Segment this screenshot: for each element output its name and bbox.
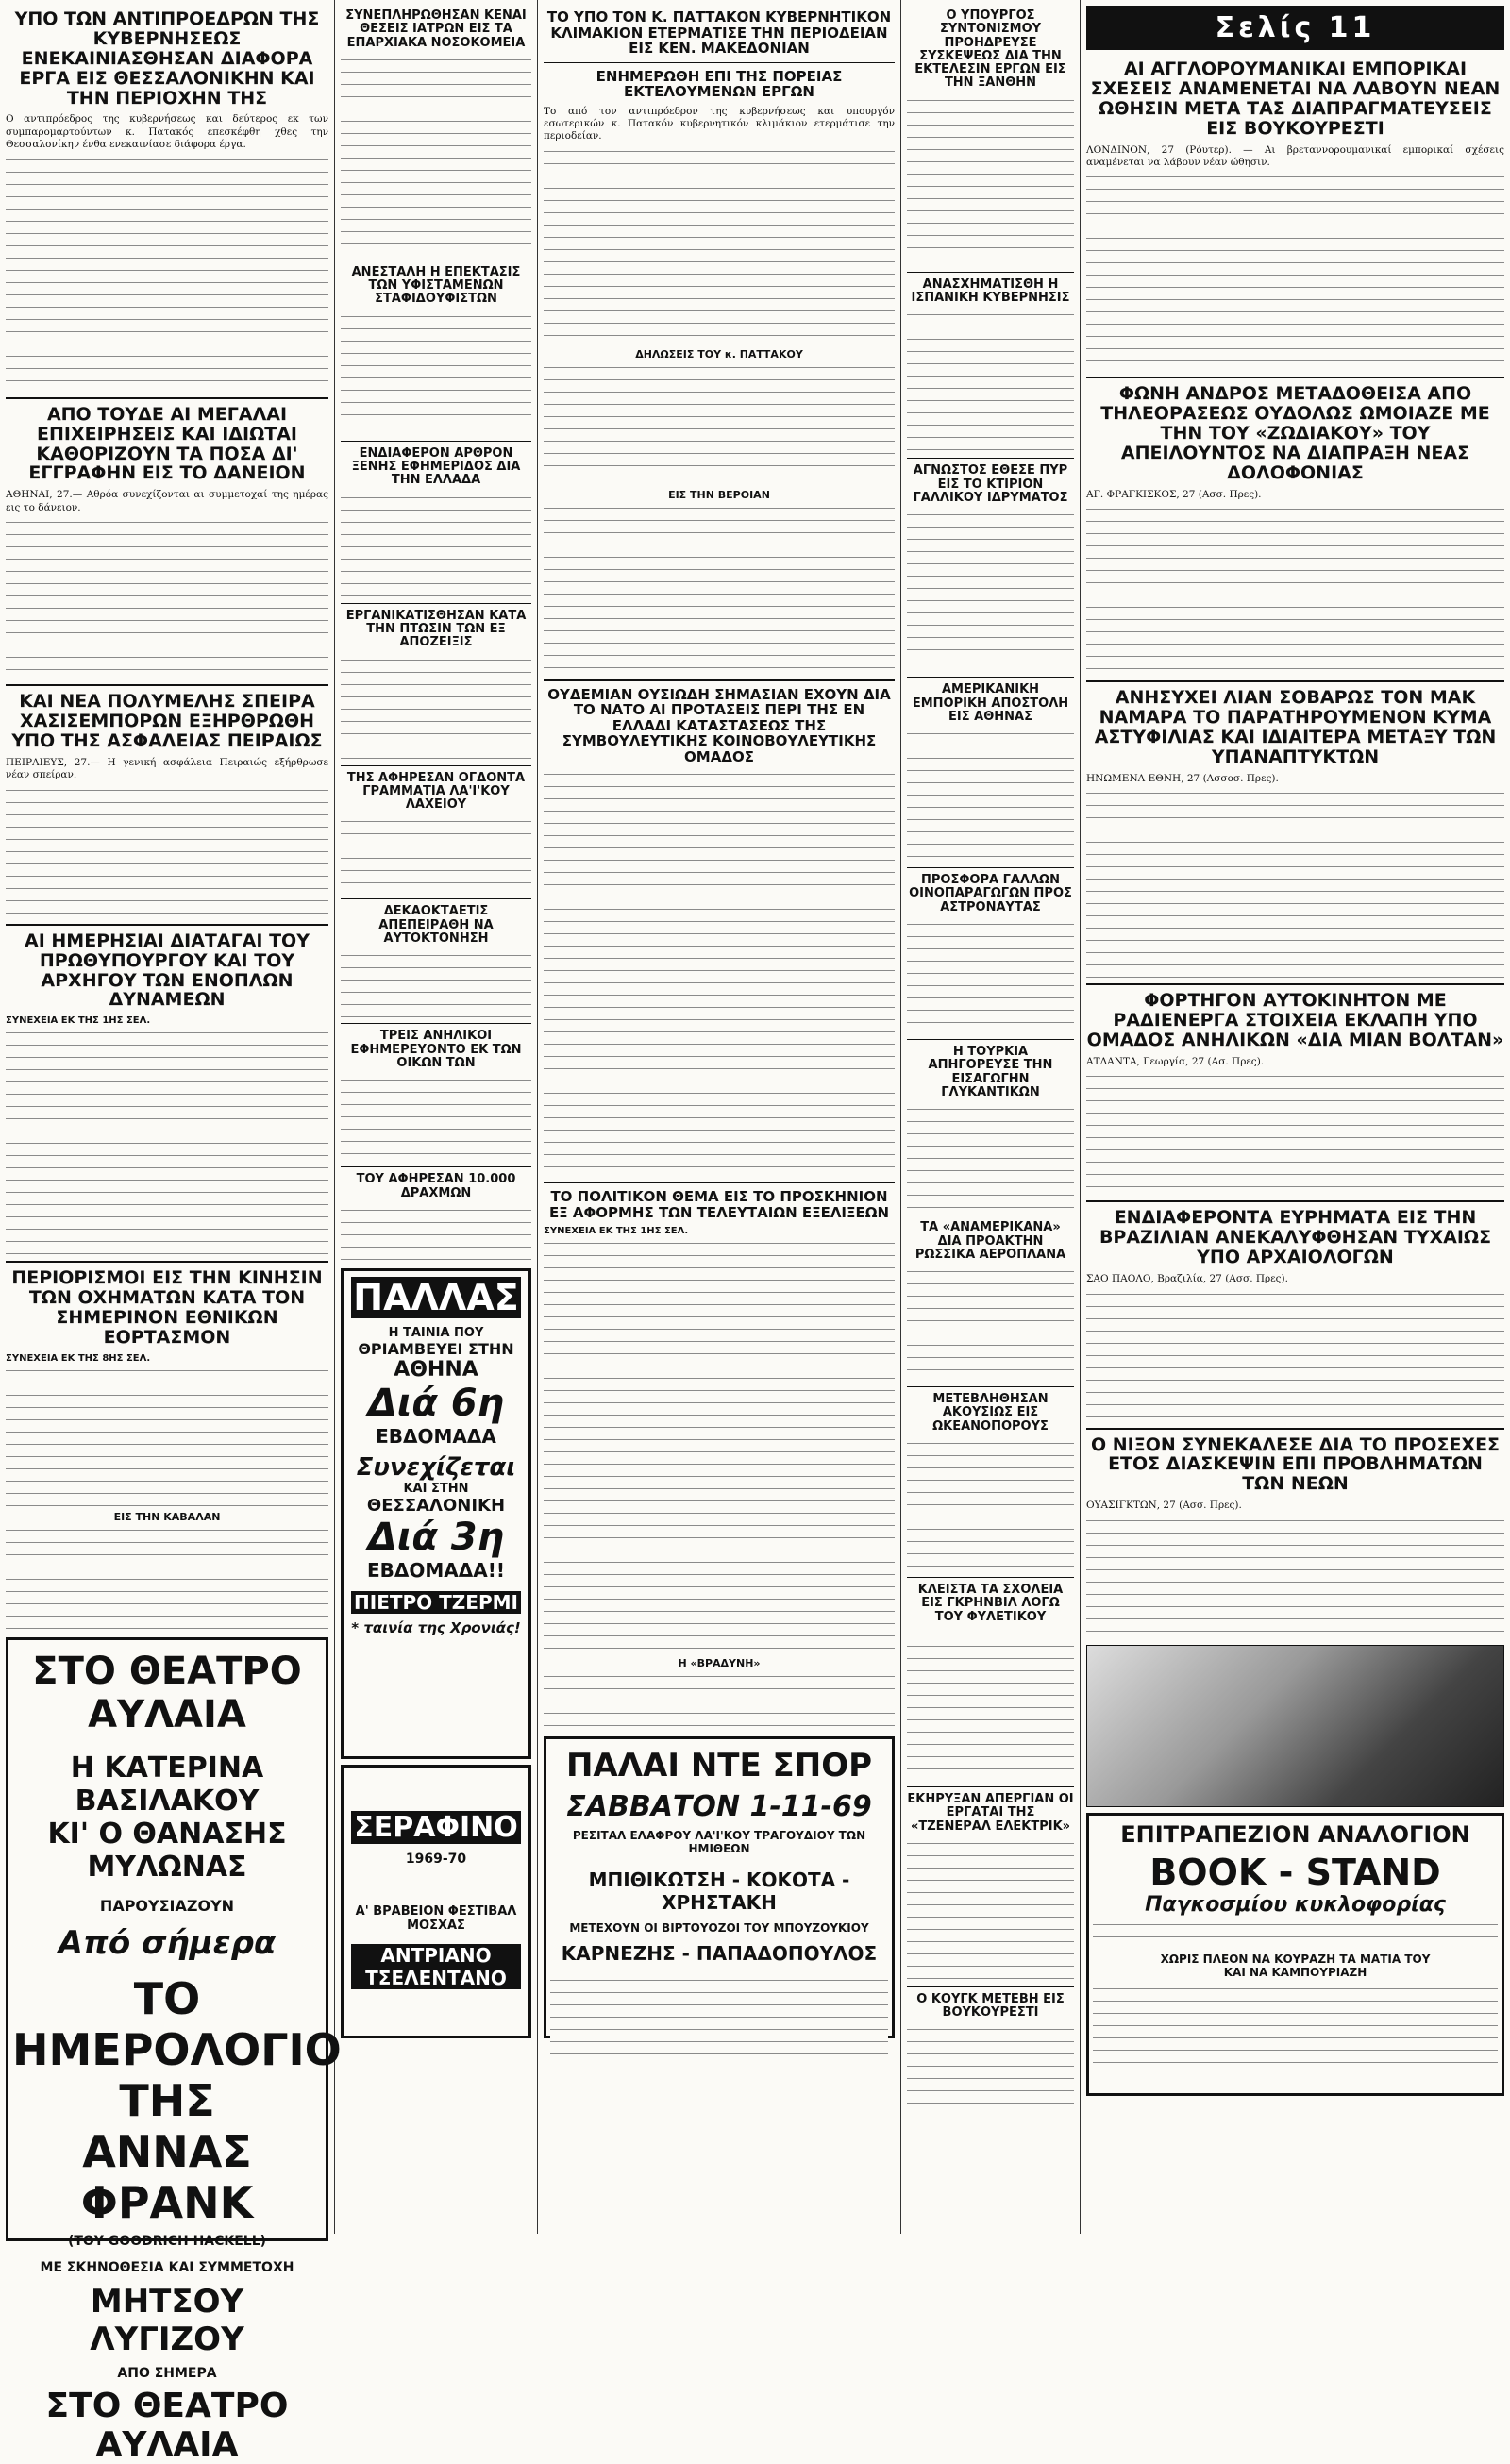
article-body-block <box>907 2025 1074 2110</box>
headline-inaugurations: ΥΠΟ ΤΩΝ ΑΝΤΙΠΡΟΕΔΡΩΝ ΤΗΣ ΚΥΒΕΡΝΗΣΕΩΣ ΕΝΕΚΑΙΝΙΑΣΘΗΣΑΝ ΔΙΑΦΟΡΑ ΕΡΓΑ ΕΙΣ ΘΕΣΣΑΛΟΝΙΚΗΝ ΚΑΙ ΤΗΝ ΠΕΡΙΟΧΗΝ ΤΗΣ <box>14 8 320 109</box>
page-number-masthead: Σελίς 11 <box>1086 6 1504 50</box>
advertisement-pallas: ΠΑΛΛΑΣ Η ΤΑΙΝΙΑ ΠΟΥ ΘΡΙΑΜΒΕΥΕΙ ΣΤΗΝ ΑΘΗΝΑ Διά 6η ΕΒΔΟΜΑΔΑ Συνεχίζεται ΚΑΙ ΣΤΗΝ ΘΕΣΣΑΛΟΝΙΚΗ Διά 3η ΕΒΔΟΜΑΔΑ!! ΠΙΕΤΡΟ ΤΖΕΡΜΙ * ταινία της Χρονιάς! <box>341 1268 531 1759</box>
article-body-block <box>341 494 531 597</box>
article-body-block <box>544 1672 895 1729</box>
article-body-block <box>341 656 531 760</box>
headline-doctors: ΣΥΝΕΠΛΗΡΩΘΗΣΑΝ ΚΕΝΑΙ ΘΕΣΕΙΣ ΙΑΤΡΩΝ ΕΙΣ ΤΑ ΕΠΑΡΧΙΑΚΑ ΝΟΣΟΚΟΜΕΙΑ <box>345 8 527 50</box>
article-body-block <box>1086 1072 1504 1195</box>
headline-trade-mission: ΑΜΕΡΙΚΑΝΙΚΗ ΕΜΠΟΡΙΚΗ ΑΠΟΣΤΟΛΗ ΕΙΣ ΑΘΗΝΑΣ <box>912 682 1069 724</box>
continuation-label: ΣΥΝΕΧΕΙΑ ΕΚ ΤΗΣ 8ΗΣ ΣΕΛ. <box>6 1352 151 1364</box>
article-body-block <box>544 1239 895 1654</box>
article-body-block <box>6 518 328 679</box>
article-body-block <box>1086 1290 1504 1422</box>
subhead-vradyni: Η «ΒΡΑΔΥΝΗ» <box>678 1657 761 1670</box>
article-text: ΑΓ. ΦΡΑΓΚΙΣΚΟΣ, 27 (Ασσ. Πρες). <box>1086 488 1262 500</box>
article-body-block <box>907 1839 1074 1981</box>
continuation-label: ΣΥΝΕΧΕΙΑ ΕΚ ΤΗΣ 1ΗΣ ΣΕΛ. <box>6 1015 151 1027</box>
article-body-block <box>6 1526 328 1630</box>
subhead-statements: ΔΗΛΩΣΕΙΣ ΤΟΥ κ. ΠΑΤΤΑΚΟΥ <box>635 347 803 360</box>
headline-turkey: Η ΤΟΥΡΚΙΑ ΑΠΗΓΟΡΕΥΣΕ ΤΗΝ ΕΙΣΑΓΩΓΗΝ ΓΛΥΚΑΝΤΙΚΩΝ <box>928 1045 1053 1099</box>
headline-koug: Ο ΚΟΥΓΚ ΜΕΤΕΒΗ ΕΙΣ ΒΟΥΚΟΥΡΕΣΤΙ <box>916 1991 1065 2020</box>
article-body-block <box>907 1439 1074 1571</box>
article-body-block <box>341 951 531 1017</box>
headline-spain: ΑΝΑΣΧΗΜΑΤΙΣΘΗ Η ΙΣΠΑΝΙΚΗ ΚΥΒΕΡΝΗΣΙΣ <box>911 277 1070 306</box>
column-5 <box>1081 0 1510 2234</box>
headline-fire: ΑΓΝΩΣΤΟΣ ΕΘΕΣΕ ΠΥΡ ΕΙΣ ΤΟ ΚΤΙΡΙΟΝ ΓΑΛΛΙΚΟΥ ΙΔΡΥΜΑΤΟΣ <box>913 463 1068 505</box>
headline-schools: ΚΛΕΙΣΤΑ ΤΑ ΣΧΟΛΕΙΑ ΕΙΣ ΓΚΡΗΝΒΙΛ ΛΟΓΩ ΤΟΥ ΦΥΛΕΤΙΚΟΥ <box>917 1583 1064 1624</box>
advertisement-book-stand: ΕΠΙΤΡΑΠΕΖΙΟΝ ΑΝΑΛΟΓΙΟΝ BOOK - STAND Παγκοσμίου κυκλοφορίας ΧΩΡΙΣ ΠΛΕΟΝ ΝΑ ΚΟΥΡΑΖΗ ΤΑ ΜΑΤΙΑ ΤΟΥ ΚΑΙ ΝΑ ΚΑΜΠΟΥΡΙΑΖΗ <box>1086 1813 1504 2096</box>
headline-suicide-attempt: ΔΕΚΑΟΚΤΑΕΤΙΣ ΑΠΕΠΕΙΡΑΘΗ ΝΑ ΑΥΤΟΚΤΟΝΗΣΗ <box>378 904 494 947</box>
headline-daily-orders: ΑΙ ΗΜΕΡΗΣΙΑΙ ΔΙΑΤΑΓΑΙ ΤΟΥ ΠΡΩΘΥΠΟΥΡΓΟΥ ΚΑΙ ΤΟΥ ΑΡΧΗΓΟΥ ΤΩΝ ΕΝΟΠΛΩΝ ΔΥΝΑΜΕΩΝ <box>25 930 310 1011</box>
headline-theft: ΤΟΥ ΑΦΗΡΕΣΑΝ 10.000 ΔΡΑΧΜΩΝ <box>356 1172 516 1200</box>
article-text: ΣΑΟ ΠΑΟΛΟ, Βραζιλία, 27 (Ασσ. Πρες). <box>1086 1273 1288 1285</box>
article-body-block <box>6 156 328 392</box>
headline-zodiac: ΦΩΝΗ ΑΝΔΡΟΣ ΜΕΤΑΔΟΘΕΙΣΑ ΑΠΟ ΤΗΛΕΟΡΑΣΕΩΣ ΟΥΔΟΛΩΣ ΩΜΟΙΑΖΕ ΜΕ ΤΗΝ ΤΟΥ «ΖΩΔΙΑΚΟΥ» ΤΟΥ ΑΠΕΙΛΟΥΝΤΟΣ ΝΑ ΔΙΑΠΡΑΞΗ ΝΕΑΣ ΔΟΛΟΦΟΝΙΑΣ <box>1100 383 1490 483</box>
article-body-block <box>6 1029 328 1255</box>
headline-wine-astronauts: ΠΡΟΣΦΟΡΑ ΓΑΛΛΩΝ ΟΙΝΟΠΑΡΑΓΩΓΩΝ ΠΡΟΣ ΑΣΤΡΟΝΑΥΤΑΣ <box>909 873 1072 914</box>
headline-brazil-findings: ΕΝΔΙΑΦΕΡΟΝΤΑ ΕΥΡΗΜΑΤΑ ΕΙΣ ΤΗΝ ΒΡΑΖΙΛΙΑΝ ΑΝΕΚΑΛΥΦΘΗΣΑΝ ΤΥΧΑΙΩΣ ΥΠΟ ΑΡΧΑΙΟΛΟΓΩΝ <box>1099 1207 1492 1268</box>
headline-hashish-ring: ΚΑΙ ΝΕΑ ΠΟΛΥΜΕΛΗΣ ΣΠΕΙΡΑ ΧΑΣΙΣΕΜΠΟΡΩΝ ΕΞΗΡΘΡΩΘΗ ΥΠΟ ΤΗΣ ΑΣΦΑΛΕΙΑΣ ΠΕΙΡΑΙΩΣ <box>11 691 323 751</box>
article-body-block <box>1086 173 1504 371</box>
headline-loan: ΑΠΟ ΤΟΥΔΕ ΑΙ ΜΕΓΑΛΑΙ ΕΠΙΧΕΙΡΗΣΕΙΣ ΚΑΙ ΙΔΙΩΤΑΙ ΚΑΘΟΡΙΖΟΥΝ ΤΑ ΠΟΣΑ ΔΙ' ΕΓΓΡΑΦΗΝ ΕΙΣ ΤΟ ΔΑΝΕΙΟΝ <box>28 403 306 484</box>
headline-russian-planes: ΤΑ «ΑΝΑΜΕΡΙΚΑΝΑ» ΔΙΑ ΠΡΟΑΚΤΗΝ ΡΩΣΣΙΚΑ ΑΕΡΟΠΛΑΝΑ <box>914 1220 1066 1262</box>
article-body-block <box>341 1206 531 1263</box>
headline-foreign-article: ΕΝΔΙΑΦΕΡΟΝ ΑΡΘΡΟΝ ΞΕΝΗΣ ΕΦΗΜΕΡΙΔΟΣ ΔΙΑ ΤΗΝ ΕΛΛΑΔΑ <box>351 445 521 488</box>
article-body-block <box>907 511 1074 671</box>
headline-strike: ΕΚΗΡΥΞΑΝ ΑΠΕΡΓΙΑΝ ΟΙ ΕΡΓΑΤΑΙ ΤΗΣ «ΤΖΕΝΕΡΑΛ ΕΛΕΚΤΡΙΚ» <box>907 1791 1074 1834</box>
advertisement-aulaia-theatre: ΣΤΟ ΘΕΑΤΡΟ ΑΥΛΑΙΑ Η ΚΑΤΕΡΙΝΑ ΒΑΣΙΛΑΚΟΥ ΚΙ' Ο ΘΑΝΑΣΗΣ ΜΥΛΩΝΑΣ ΠΑΡΟΥΣΙΑΖΟΥΝ Από σήμερα ΤΟ ΗΜΕΡΟΛΟΓΙΟ ΤΗΣ ΑΝΝΑΣ ΦΡΑΝΚ (ΤΟΥ GOODRICH HACKELL) ΜΕ ΣΚΗΝΟΘΕΣΙΑ ΚΑΙ ΣΥΜΜΕΤΟΧΗ ΜΗΤΣΟΥ ΛΥΓΙΖΟΥ ΑΠΟ ΣΗΜΕΡΑ ΣΤΟ ΘΕΑΤΡΟ ΑΥΛΑΙΑ <box>6 1637 328 2241</box>
subhead-veroia: ΕΙΣ ΤΗΝ ΒΕΡΟΙΑΝ <box>668 488 770 501</box>
article-text: ΑΘΗΝΑΙ, 27.— Αθρόα συνεχίζονται αι συμμετοχαί της ημέρας εις το δάνειον. <box>6 489 328 513</box>
column-1 <box>0 0 342 2464</box>
headline-mcnamara: ΑΝΗΣΥΧΕΙ ΛΙΑΝ ΣΟΒΑΡΩΣ ΤΟΝ ΜΑΚ ΝΑΜΑΡΑ ΤΟ ΠΑΡΑΤΗΡΟΥΜΕΝΟΝ ΚΥΜΑ ΑΣΤΥΦΙΛΙΑΣ ΚΑΙ ΙΔΙΑΙΤΕΡΑ ΜΕΤΑΞΥ ΤΩΝ ΥΠΑΝΑΠΤΥΚΤΩΝ <box>1094 687 1497 767</box>
article-body-block <box>907 96 1074 266</box>
headline-radioactive-truck: ΦΟΡΤΗΓΟΝ ΑΥΤΟΚΙΝΗΤΟΝ ΜΕ ΡΑΔΙΕΝΕΡΓΑ ΣΤΟΙΧΕΙΑ ΕΚΛΑΠΗ ΥΠΟ ΟΜΑΔΟΣ ΑΝΗΛΙΚΩΝ «ΔΙΑ ΜΙΑΝ ΒΟΛΤΑΝ» <box>1086 990 1504 1051</box>
headline-pattakos: ΤΟ ΥΠΟ ΤΟΝ Κ. ΠΑΤΤΑΚΟΝ ΚΥΒΕΡΝΗΤΙΚΟΝ ΚΛΙΜΑΚΙΟΝ ΕΤΕΡΜΑΤΙΣΕ ΤΗΝ ΠΕΡΙΟΔΕΙΑΝ ΕΙΣ ΚΕΝ. ΜΑΚΕΔΟΝΙΑΝ <box>546 8 892 57</box>
article-text: ΛΟΝΔΙΝΟΝ, 27 (Ρόυτερ). — Αι βρεταννορουμανικαί εμπορικαί σχέσεις αναμένεται να λάβουν νέαν ώθησιν. <box>1086 143 1504 168</box>
article-text: ΗΝΩΜΕΝΑ ΕΘΝΗ, 27 (Ασσοσ. Πρες). <box>1086 772 1279 784</box>
subheadline-works: ΕΝΗΜΕΡΩΘΗ ΕΠΙ ΤΗΣ ΠΟΡΕΙΑΣ ΕΚΤΕΛΟΥΜΕΝΩΝ ΕΡΓΩΝ <box>596 67 843 100</box>
headline-ocean-liners: ΜΕΤΕΒΛΗΘΗΣΑΝ ΑΚΟΥΣΙΩΣ ΕΙΣ ΩΚΕΑΝΟΠΟΡΟΥΣ <box>932 1392 1049 1433</box>
article-body-block <box>907 920 1074 1033</box>
headline-nato: ΟΥΔΕΜΙΑΝ ΟΥΣΙΩΔΗ ΣΗΜΑΣΙΑΝ ΕΧΟΥΝ ΔΙΑ ΤΟ ΝΑΤΟ ΑΙ ΠΡΟΤΑΣΕΙΣ ΠΕΡΙ ΤΗΣ ΕΝ ΕΛΛΑΔΙ ΚΑΤΑΣΤΑΣΕΩΣ ΤΗΣ ΣΥΜΒΟΥΛΕΥΤΙΚΗΣ ΚΟΙΝΟΒΟΥΛΕΥΤΙΚΗΣ ΟΜΑΔΟΣ <box>547 685 891 765</box>
article-body-block <box>1086 1517 1504 1639</box>
article-text: Το από τον αντιπρόεδρον της κυβερνήσεως και υπουργόν εσωτερικών κ. Πατακόν κυβερνητικόν κλιμάκιον ετερμάτισε την περιοδείαν. <box>544 105 895 142</box>
ad-fine-print <box>1093 1920 1498 1949</box>
column-2 <box>335 0 538 2234</box>
headline-raisins: ΑΝΕΣΤΑΛΗ Η ΕΠΕΚΤΑΣΙΣ ΤΩΝ ΥΦΙΣΤΑΜΕΝΩΝ ΣΤΑΦΙΔΟΥΦΙΣΤΩΝ <box>351 264 521 307</box>
article-text: Ο αντιπρόεδρος της κυβερνήσεως και δεύτερος εκ των συμπαρομαρτούντων κ. Πατακός επεσκέφθη χθες την Θεσσαλονίκην ένθα ενεκαινίασε διάφορα έργα. <box>6 113 328 151</box>
article-body-block <box>907 1105 1074 1209</box>
advertisement-palais-de-sport: ΠΑΛΑΙ ΝΤΕ ΣΠΟΡ ΣΑΒΒΑΤΟΝ 1-11-69 ΡΕΣΙΤΑΛ ΕΛΑΦΡΟΥ ΛΑ'Ι'ΚΟΥ ΤΡΑΓΟΥΔΙΟΥ ΤΩΝ ΗΜΙΘΕΩΝ ΜΠΙΘΙΚΩΤΣΗ - ΚΟΚΟΤΑ - ΧΡΗΣΤΑΚΗ ΜΕΤΕΧΟΥΝ ΟΙ ΒΙΡΤΟΥΟΖΟΙ ΤΟΥ ΜΠΟΥΖΟΥΚΙΟΥ ΚΑΡΝΕΖΗΣ - ΠΑΠΑΔΟΠΟΥΛΟΣ <box>544 1736 895 2038</box>
article-text: ΠΕΙΡΑΙΕΥΣ, 27.— Η γενική ασφάλεια Πειραιώς εξήρθρωσε νέαν σπείραν. <box>6 756 328 781</box>
article-body-block <box>907 729 1074 862</box>
article-text: ΑΤΛΑΝΤΑ, Γεωργία, 27 (Ασ. Πρες). <box>1086 1056 1265 1067</box>
headline-xanthi: Ο ΥΠΟΥΡΓΟΣ ΣΥΝΤΟΝΙΣΜΟΥ ΠΡΟΗΔΡΕΥΣΕ ΣΥΣΚΕΨΕΩΣ ΔΙΑ ΤΗΝ ΕΚΤΕΛΕΣΙΝ ΕΡΓΩΝ ΕΙΣ ΤΗΝ ΞΑΝΘΗΝ <box>914 8 1066 91</box>
article-body-block <box>907 310 1074 452</box>
article-body-block <box>341 817 531 893</box>
headline-minors: ΤΡΕΙΣ ΑΝΗΛΙΚΟΙ ΕΦΗΜΕΡΕΥΟΝΤΟ ΕΚ ΤΩΝ ΟΙΚΩΝ ΤΩΝ <box>350 1029 522 1070</box>
book-stand-photo <box>1086 1645 1504 1807</box>
headline-nixon-youth: Ο ΝΙΞΟΝ ΣΥΝΕΚΑΛΕΣΕ ΔΙΑ ΤΟ ΠΡΟΣΕΧΕΣ ΕΤΟΣ ΔΙΑΣΚΕΨΙΝ ΕΠΙ ΠΡΟΒΛΗΜΑΤΩΝ ΤΩΝ ΝΕΩΝ <box>1090 1433 1501 1495</box>
article-body-block <box>341 1076 531 1161</box>
article-body-block <box>544 363 895 486</box>
article-body-block <box>544 504 895 674</box>
headline-traffic-restrictions: ΠΕΡΙΟΡΙΣΜΟΙ ΕΙΣ ΤΗΝ ΚΙΝΗΣΙΝ ΤΩΝ ΟΧΗΜΑΤΩΝ ΚΑΤΑ ΤΟΝ ΣΗΜΕΡΙΝΟΝ ΕΘΝΙΚΩΝ ΕΟΡΤΑΣΜΟΝ <box>11 1267 323 1348</box>
advertisement-serafino: ΣΕΡΑΦΙΝΟ 1969-70 Α' ΒΡΑΒΕΙΟΝ ΦΕΣΤΙΒΑΛ ΜΟΣΧΑΣ ΑΝΤΡΙΑΝΟ ΤΣΕΛΕΝΤΑΝΟ <box>341 1765 531 2038</box>
article-body-block <box>544 770 895 1176</box>
headline-anglo-romanian: ΑΙ ΑΓΓΛΟΡΟΥΜΑΝΙΚΑΙ ΕΜΠΟΡΙΚΑΙ ΣΧΕΣΕΙΣ ΑΝΑΜΕΝΕΤΑΙ ΝΑ ΛΑΒΟΥΝ ΝΕΑΝ ΩΘΗΣΙΝ ΜΕΤΑ ΤΑΣ ΔΙΑΠΡΑΓΜΑΤΕΥΣΕΙΣ ΕΙΣ ΒΟΥΚΟΥΡΕΣΤΙ <box>1090 59 1501 139</box>
column-4 <box>901 0 1081 2234</box>
article-text: ΟΥΑΣΙΓΚΤΩΝ, 27 (Ασσ. Πρες). <box>1086 1500 1242 1512</box>
ad-fine-print <box>550 1976 888 2061</box>
article-body-block <box>544 147 895 345</box>
article-body-block <box>1086 789 1504 978</box>
article-body-block <box>341 56 531 254</box>
ad-fine-print <box>1093 1985 1498 2070</box>
article-body-block <box>6 786 328 918</box>
article-body-block <box>907 1267 1074 1381</box>
headline-political-issue: ΤΟ ΠΟΛΙΤΙΚΟΝ ΘΕΜΑ ΕΙΣ ΤΟ ΠΡΟΣΚΗΝΙΟΝ ΕΞ ΑΦΟΡΜΗΣ ΤΩΝ ΤΕΛΕΥΤΑΙΩΝ ΕΞΕΛΙΞΕΩΝ <box>548 1188 890 1221</box>
headline-lottery: ΤΗΣ ΑΦΗΡΕΣΑΝ ΟΓΔΟΝΤΑ ΓΡΑΜΜΑΤΙΑ ΛΑ'Ι'ΚΟΥ ΛΑΧΕΙΟΥ <box>346 770 526 813</box>
continuation-label: ΣΥΝΕΧΕΙΑ ΕΚ ΤΗΣ 1ΗΣ ΣΕΛ. <box>544 1226 689 1237</box>
headline-workers: ΕΡΓΑΝΙΚΑΤΙΣΘΗΣΑΝ ΚΑΤΑ ΤΗΝ ΠΤΩΣΙΝ ΤΩΝ ΕΞ ΑΠΟΖΕΙΞΙΣ <box>345 608 527 650</box>
article-body-block <box>341 312 531 435</box>
article-body-block <box>1086 505 1504 675</box>
article-body-block <box>6 1366 328 1508</box>
column-3 <box>538 0 901 2234</box>
article-body-block <box>907 1630 1074 1781</box>
subhead-kavala: ΕΙΣ ΤΗΝ ΚΑΒΑΛΑΝ <box>113 1510 221 1523</box>
